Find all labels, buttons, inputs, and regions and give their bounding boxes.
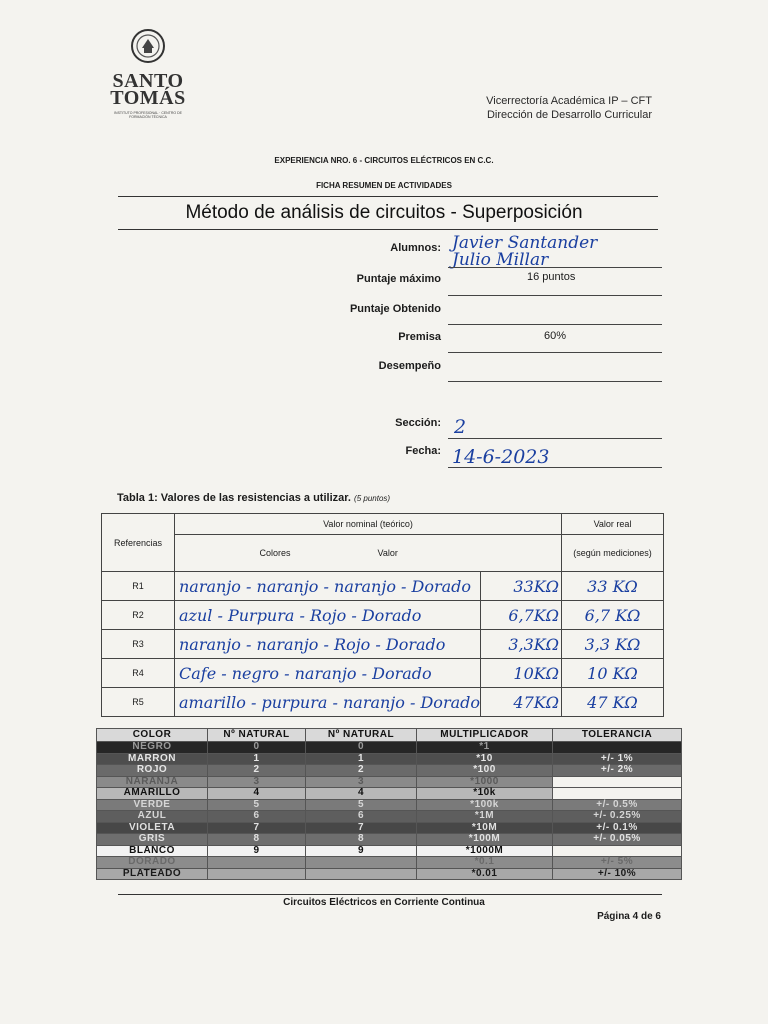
table-row [97,742,682,754]
color-name-cell: NARANJA [97,776,208,788]
natural-1-cell: 6 [208,811,306,823]
valor-real-cell[interactable]: 33 KΩ [562,572,664,601]
table-row [97,799,682,811]
valor-real-cell[interactable]: 3,3 KΩ [562,630,664,659]
ref-cell: R3 [102,630,175,659]
natural-1-cell: 7 [208,822,306,834]
divider [118,196,658,197]
colores-cell[interactable]: azul - Purpura - Rojo - Dorado [175,601,481,630]
footer-divider [118,894,662,895]
multiplicador-cell: *100k [417,799,553,811]
page-number: Página 4 de 6 [597,911,661,922]
organization-header [486,94,652,122]
header-referencias: Referencias [102,514,175,572]
table-row [102,659,664,688]
header-colores-valor [175,535,562,572]
tolerancia-cell: +/- 0.05% [553,834,682,846]
alumno-2-field[interactable]: Julio Millar [452,250,549,270]
natural-2-cell: 5 [306,799,417,811]
multiplicador-cell: *1000 [417,776,553,788]
table-row [97,868,682,880]
natural-1-cell: 2 [208,765,306,777]
puntaje-maximo-label: Puntaje máximo [356,273,441,285]
divider [118,229,658,230]
color-name-cell: DORADO [97,857,208,869]
header-segun-mediciones: (según mediciones) [562,535,664,572]
ref-cell: R1 [102,572,175,601]
fecha-field[interactable]: 14-6-2023 [452,446,550,468]
natural-1-cell: 4 [208,788,306,800]
natural-1-cell: 9 [208,845,306,857]
table-row [102,688,664,717]
color-name-cell: VERDE [97,799,208,811]
tolerancia-cell [553,742,682,754]
ref-cell: R2 [102,601,175,630]
header-natural-1: Nº NATURAL [208,729,306,742]
header-tolerancia: TOLERANCIA [553,729,682,742]
color-name-cell: MARRON [97,753,208,765]
table-row [97,788,682,800]
color-name-cell: ROJO [97,765,208,777]
tolerancia-cell [553,776,682,788]
puntaje-obtenido-label: Puntaje Obtenido [349,303,441,315]
multiplicador-cell: *100 [417,765,553,777]
alumnos-line [448,267,662,268]
footer-text: Circuitos Eléctricos en Corriente Continua [283,897,485,908]
natural-1-cell: 5 [208,799,306,811]
color-name-cell: VIOLETA [97,822,208,834]
natural-1-cell: 8 [208,834,306,846]
valor-cell[interactable]: 6,7KΩ [481,601,562,630]
natural-1-cell: 3 [208,776,306,788]
colores-cell[interactable]: naranjo - naranjo - naranjo - Dorado [175,572,481,601]
ficha-subtitle: FICHA RESUMEN DE ACTIVIDADES [316,181,452,190]
resistance-table [101,513,664,717]
header-color: COLOR [97,729,208,742]
valor-real-cell[interactable]: 6,7 KΩ [562,601,664,630]
premisa-line [448,352,662,353]
natural-2-cell: 7 [306,822,417,834]
table-row [97,857,682,869]
multiplicador-cell: *0.01 [417,868,553,880]
page-title: Método de análisis de circuitos - Superposición [185,202,583,223]
table-row [102,630,664,659]
table-row [97,811,682,823]
puntaje-obtenido-field[interactable] [448,324,662,325]
color-name-cell: NEGRO [97,742,208,754]
header-valor-real: Valor real [562,514,664,535]
org-line2: Dirección de Desarrollo Curricular [486,109,652,121]
colores-cell[interactable]: amarillo - purpura - naranjo - Dorado [175,688,481,717]
colores-cell[interactable]: Cafe - negro - naranjo - Dorado [175,659,481,688]
color-name-cell: AMARILLO [97,788,208,800]
header-natural-2: Nº NATURAL [306,729,417,742]
fecha-line [448,467,662,468]
table-row [102,601,664,630]
org-line1: Vicerrectoría Académica IP – CFT [486,95,652,107]
natural-2-cell: 8 [306,834,417,846]
natural-2-cell: 3 [306,776,417,788]
tolerancia-cell: +/- 0.5% [553,799,682,811]
table-row [102,572,664,601]
header-multiplicador: MULTIPLICADOR [417,729,553,742]
natural-2-cell: 1 [306,753,417,765]
tolerancia-cell: +/- 2% [553,765,682,777]
natural-2-cell [306,868,417,880]
table-row [97,776,682,788]
color-name-cell: GRIS [97,834,208,846]
table-row [97,753,682,765]
tolerancia-cell: +/- 1% [553,753,682,765]
premisa-label: Premisa [398,331,441,343]
brand-subtitle: INSTITUTO PROFESIONAL · CENTRO DE FORMACIÓN TÉCNICA [114,111,182,119]
table-row [97,822,682,834]
tolerancia-cell: +/- 0.1% [553,822,682,834]
natural-2-cell: 2 [306,765,417,777]
multiplicador-cell: *1000M [417,845,553,857]
header-colores: Colores [259,548,291,558]
ref-cell: R5 [102,688,175,717]
table-row [97,845,682,857]
colores-cell[interactable]: naranjo - naranjo - Rojo - Dorado [175,630,481,659]
brand-line1: SANTO [112,70,184,92]
alumnos-label: Alumnos: [390,242,441,254]
table-row [97,765,682,777]
alumno-1-field[interactable]: Javier Santander [452,233,598,253]
puntaje-maximo-line [448,295,662,296]
tolerancia-cell: +/- 0.25% [553,811,682,823]
multiplicador-cell: *10 [417,753,553,765]
table1-points: (5 puntos) [354,494,391,503]
tolerancia-cell: +/- 10% [553,868,682,880]
experiencia-title: EXPERIENCIA NRO. 6 - CIRCUITOS ELÉCTRICOS EN C.C. [274,156,494,165]
color-name-cell: BLANCO [97,845,208,857]
puntaje-maximo-value: 16 puntos [527,271,576,283]
natural-1-cell: 0 [208,742,306,754]
multiplicador-cell: *100M [417,834,553,846]
fecha-label: Fecha: [405,445,441,457]
multiplicador-cell: *1M [417,811,553,823]
brand-line2: TOMÁS [110,87,186,109]
color-name-cell: AZUL [97,811,208,823]
natural-2-cell [306,857,417,869]
seal-icon [130,28,166,64]
color-name-cell: PLATEADO [97,868,208,880]
seccion-field[interactable]: 2 [454,416,467,438]
natural-2-cell: 4 [306,788,417,800]
natural-2-cell: 0 [306,742,417,754]
multiplicador-cell: *10M [417,822,553,834]
ref-cell: R4 [102,659,175,688]
valor-real-cell[interactable]: 47 KΩ [562,688,664,717]
multiplicador-cell: *1 [417,742,553,754]
natural-2-cell: 9 [306,845,417,857]
multiplicador-cell: *10k [417,788,553,800]
color-code-table [96,728,682,880]
table1-caption: Tabla 1: Valores de las resistencias a utilizar. (5 puntos) [117,492,391,504]
natural-1-cell: 1 [208,753,306,765]
header-valor: Valor [377,548,398,558]
valor-cell[interactable]: 33KΩ [481,572,562,601]
desempeno-label: Desempeño [378,360,441,372]
valor-cell[interactable]: 47KΩ [481,688,562,717]
premisa-value: 60% [544,330,567,342]
tolerancia-cell: +/- 5% [553,857,682,869]
valor-cell[interactable]: 3,3KΩ [481,630,562,659]
multiplicador-cell: *0.1 [417,857,553,869]
tolerancia-cell [553,845,682,857]
santo-tomas-logo [108,28,188,119]
tolerancia-cell [553,788,682,800]
seccion-line [448,438,662,439]
natural-2-cell: 6 [306,811,417,823]
seccion-label: Sección: [395,417,441,429]
table-row [97,834,682,846]
natural-1-cell [208,868,306,880]
valor-cell[interactable]: 10KΩ [481,659,562,688]
desempeno-field[interactable] [448,381,662,382]
header-valor-nominal: Valor nominal (teórico) [175,514,562,535]
natural-1-cell [208,857,306,869]
valor-real-cell[interactable]: 10 KΩ [562,659,664,688]
